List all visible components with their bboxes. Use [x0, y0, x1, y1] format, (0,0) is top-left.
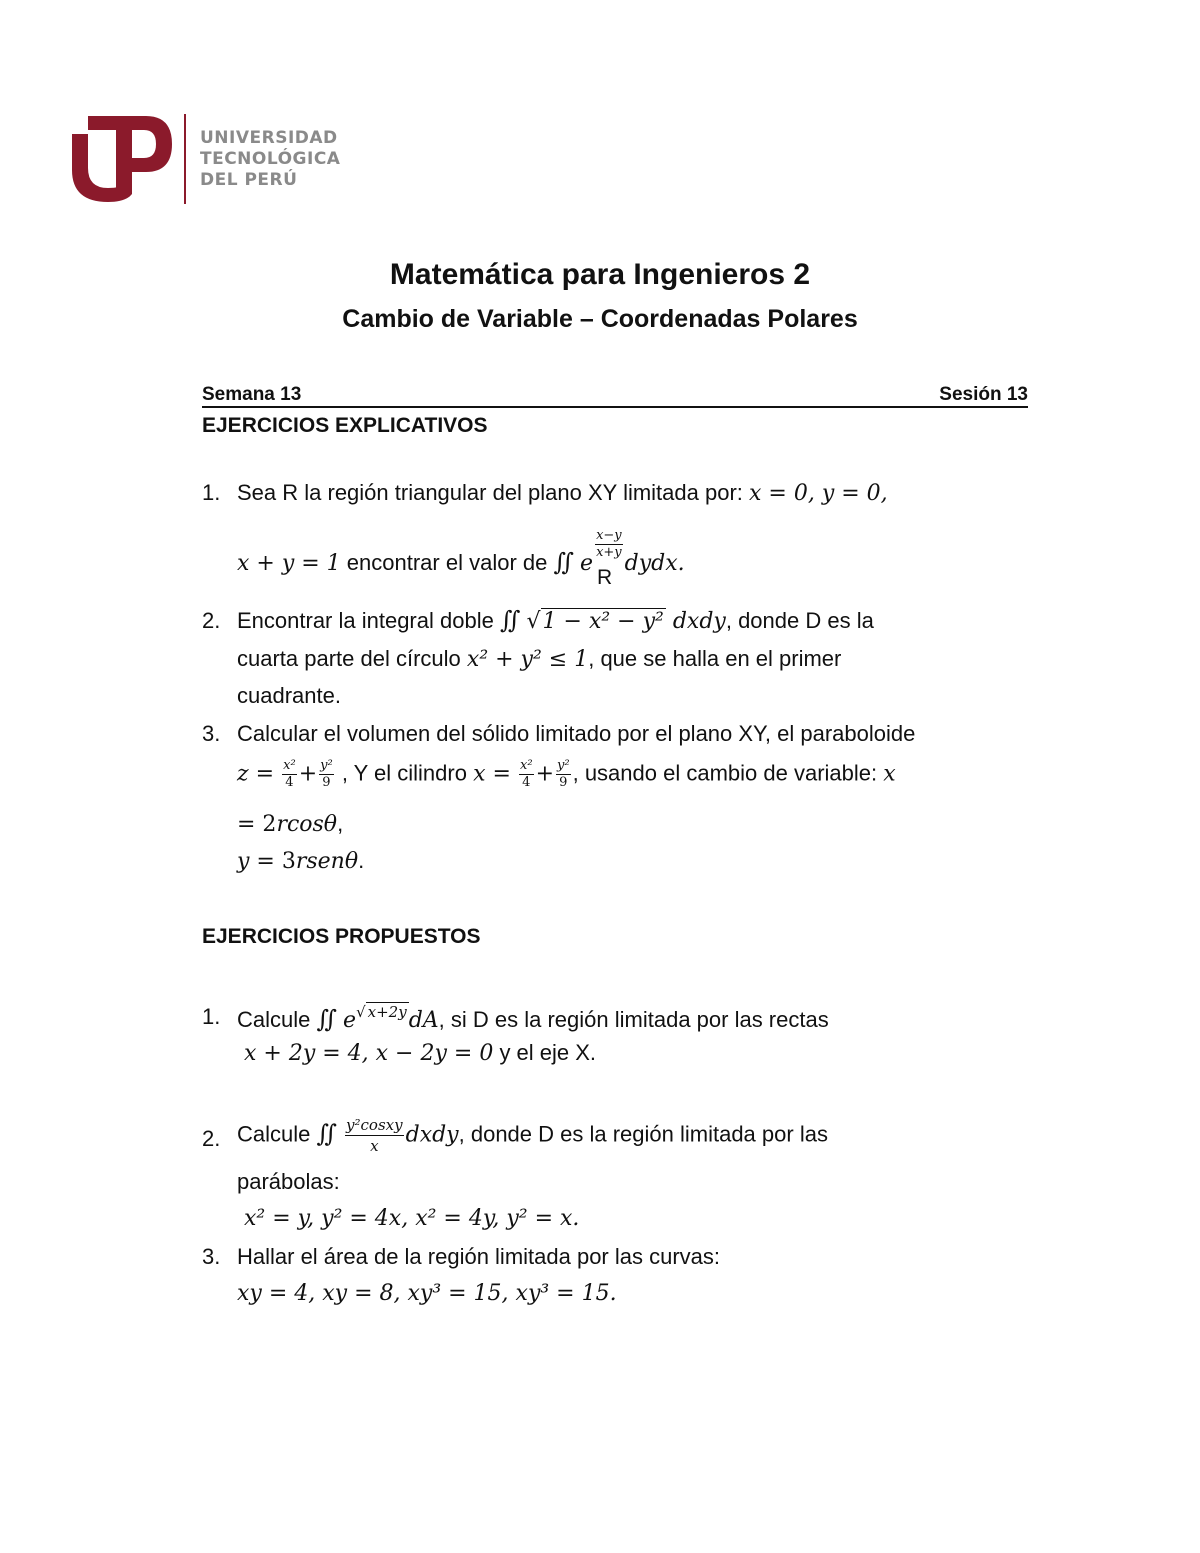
fraction-denominator: 4: [285, 775, 294, 790]
math: = 2: [237, 812, 277, 837]
fraction: [319, 758, 334, 791]
exercise-3-line-2: [237, 758, 896, 791]
exercise-text: , si D es la región limitada por las rectas: [438, 1007, 829, 1032]
exercise-number: 2.: [202, 1126, 221, 1151]
math: x + 2y = 4, x − 2y = 0: [244, 1041, 494, 1066]
exercise-text: .: [358, 848, 365, 873]
proposed-1-line-1: [237, 1002, 829, 1033]
exercise-text: cuarta parte del círculo: [237, 646, 467, 671]
exercise-text: Sea R la región triangular del plano XY limitada por:: [237, 480, 750, 505]
proposed-2-line-3: x² = y, y² = 4x, x² = 4y, y² = x.: [244, 1206, 580, 1231]
proposed-3-line-2: xy = 4, xy = 8, xy³ = 15, xy³ = 15.: [237, 1281, 617, 1306]
exercise-text: , donde D es la región limitada por las: [458, 1121, 828, 1147]
fraction-denominator: 9: [559, 775, 568, 790]
math: rsenθ: [295, 849, 359, 874]
plus-sign: +: [298, 761, 318, 787]
sqrt-sign: √: [356, 1003, 366, 1021]
fraction-denominator: 4: [522, 775, 531, 790]
exercise-text: y el eje X.: [493, 1040, 597, 1065]
exercise-3-line-1: Calcular el volumen del sólido limitado por el plano XY, el paraboloide: [237, 721, 916, 746]
math: dxdy: [405, 1122, 459, 1148]
fraction-numerator: x²: [520, 758, 533, 773]
logo-line-1: UNIVERSIDAD: [200, 128, 338, 148]
exercise-text: ,: [337, 811, 344, 836]
exercise-text: , Y el cilindro: [335, 760, 474, 786]
fraction-numerator: x−y: [596, 528, 622, 543]
fraction-denominator: x: [370, 1137, 379, 1155]
exercise-2-line-1: [237, 606, 874, 634]
integration-region: R: [597, 566, 613, 589]
exercise-text: , usando el cambio de variable:: [572, 760, 884, 786]
proposed-2-line-1: [237, 1115, 828, 1156]
fraction: [282, 758, 297, 791]
double-integral-symbol: ∬: [316, 1005, 337, 1033]
exponent-fraction: [595, 528, 623, 561]
exercise-number: 1.: [202, 480, 221, 505]
math: dA: [408, 1008, 439, 1033]
exercise-text: Encontrar la integral doble: [237, 608, 500, 633]
exercise-text: Calcule: [237, 1121, 317, 1147]
week-session-row: [202, 380, 1028, 408]
math: y: [237, 849, 250, 874]
exercise-1-line-2: [237, 528, 685, 576]
math: dxdy: [665, 609, 726, 634]
exercise-text: , que se halla en el primer: [588, 646, 842, 671]
section-heading-propuestos: EJERCICIOS PROPUESTOS: [202, 925, 481, 948]
double-integral-symbol: ∬: [316, 1119, 337, 1148]
math: rcosθ: [276, 812, 338, 837]
logo-line-2: TECNOLÓGICA: [200, 149, 341, 169]
exercise-number: 2.: [202, 608, 221, 633]
math: dydx.: [624, 551, 685, 576]
proposed-1-line-2: [244, 1040, 596, 1066]
fraction-numerator: x²: [283, 758, 296, 773]
fraction-numerator: y²cosxy: [346, 1116, 403, 1134]
double-integral-symbol: ∬: [499, 606, 521, 634]
exercise-number: 1.: [202, 1004, 221, 1029]
sqrt-body: 1 − x² − y²: [542, 609, 664, 634]
exercise-1-line-1: [237, 480, 888, 506]
exercise-2-line-2: [237, 646, 841, 672]
math: = 3: [249, 849, 296, 874]
page-subtitle: Cambio de Variable – Coordenadas Polares: [342, 305, 858, 333]
sqrt-sign: √: [526, 609, 541, 634]
math: x: [883, 761, 896, 787]
math: e: [580, 551, 594, 576]
exercise-text: , donde D es la: [725, 608, 874, 633]
week-label: Semana 13: [202, 384, 302, 405]
exercise-text: encontrar el valor de: [340, 550, 554, 575]
fraction-numerator: y²: [557, 758, 570, 773]
page-title: Matemática para Ingenieros 2: [389, 258, 811, 291]
logo-wordmark: [200, 128, 340, 191]
logo-line-3: DEL PERÚ: [200, 170, 298, 190]
fraction: [556, 758, 571, 791]
fraction-denominator: 9: [322, 775, 331, 790]
exercise-2-line-3: cuadrante.: [237, 683, 341, 708]
exercise-3-line-3: [237, 811, 343, 837]
fraction: [519, 758, 534, 791]
exercise-3-line-4: [237, 848, 364, 874]
sqrt-body: x+2y: [367, 1003, 407, 1021]
section-heading-explicativos: EJERCICIOS EXPLICATIVOS: [202, 414, 488, 437]
math: x = 0, y = 0,: [749, 481, 888, 506]
fraction-denominator: x+y: [596, 545, 622, 560]
exercise-number: 3.: [202, 1244, 221, 1269]
math: x² + y² ≤ 1: [466, 647, 589, 672]
fraction-numerator: y²: [320, 758, 333, 773]
math: x =: [473, 761, 511, 787]
exercise-text: Calcule: [237, 1007, 317, 1032]
plus-sign: +: [535, 761, 555, 787]
double-integral-symbol: ∬: [553, 548, 574, 576]
math: z =: [237, 761, 275, 787]
proposed-3-line-1: Hallar el área de la región limitada por las curvas:: [237, 1244, 721, 1269]
sqrt-exponent: [356, 1004, 409, 1021]
exercise-number: 3.: [202, 721, 221, 746]
math: x + y = 1: [237, 551, 341, 576]
proposed-2-line-2: parábolas:: [237, 1169, 340, 1194]
fraction: [345, 1115, 404, 1156]
session-label: Sesión 13: [939, 384, 1028, 405]
math: e: [343, 1008, 357, 1033]
